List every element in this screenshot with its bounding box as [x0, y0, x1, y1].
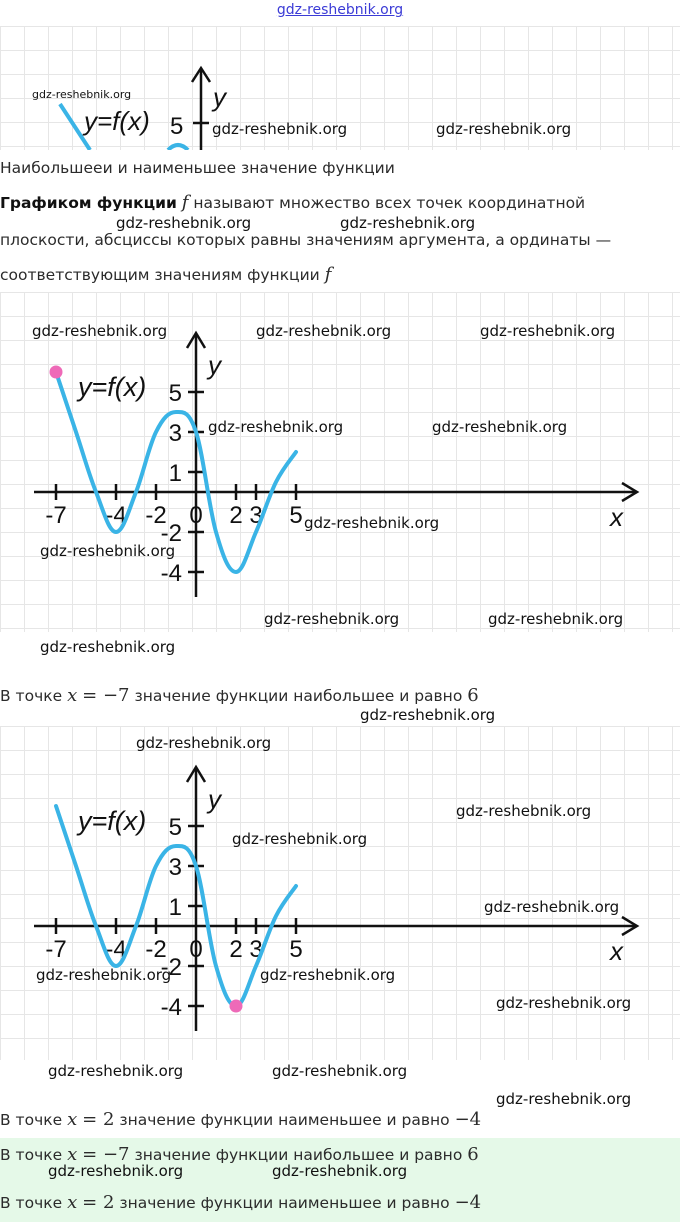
function-label: y=f(x) [78, 372, 147, 402]
statement-prefix: В точке [0, 1111, 63, 1129]
y-tick-label: 3 [168, 854, 182, 881]
statement-text: значение функции наибольшее и равно [134, 687, 463, 705]
x-tick-label: -7 [45, 502, 67, 529]
x-tick-label: -4 [105, 502, 127, 529]
x-tick-label: 5 [289, 502, 303, 529]
watermark: gdz-reshebnik.org [436, 120, 572, 138]
statement-min [0, 1110, 481, 1130]
x-tick-label: 2 [229, 502, 243, 529]
x-tick-label: 5 [289, 936, 303, 963]
answer-eq: = −7 [82, 1144, 130, 1165]
x-tick-label: -7 [45, 936, 67, 963]
statement-prefix: В точке [0, 687, 63, 705]
watermark: gdz-reshebnik.org [496, 1090, 632, 1108]
graph-max [0, 292, 680, 632]
watermark: gdz-reshebnik.org [40, 542, 176, 560]
x-tick-label: 0 [189, 502, 203, 529]
watermark: gdz-reshebnik.org [272, 1162, 408, 1180]
statement-x: x [67, 1109, 78, 1130]
y-tick-label: 3 [168, 420, 182, 447]
x-tick-label: -2 [145, 502, 167, 529]
watermark: gdz-reshebnik.org [32, 88, 132, 101]
statement-value: −4 [454, 1109, 482, 1130]
watermark: gdz-reshebnik.org [256, 322, 392, 340]
definition-var-end: f [324, 264, 332, 285]
x-tick-label: 0 [189, 936, 203, 963]
x-axis-label: x [610, 936, 623, 966]
answer-x: x [67, 1144, 78, 1165]
x-tick-label: -2 [145, 936, 167, 963]
definition-line-2: плоскости, абсциссы которых равны значениям аргумента, а ординаты — [0, 231, 612, 249]
watermark: gdz-reshebnik.org [36, 966, 172, 984]
x-axis-label: x [610, 502, 623, 532]
watermark: gdz-reshebnik.org [496, 994, 632, 1012]
watermark: gdz-reshebnik.org [456, 802, 592, 820]
answer-min [0, 1193, 481, 1213]
watermark: gdz-reshebnik.org [116, 214, 252, 232]
watermark: gdz-reshebnik.org [208, 418, 344, 436]
x-tick-label: 3 [249, 936, 263, 963]
y-tick-label: 5 [168, 380, 182, 407]
definition-var: f [181, 192, 189, 213]
watermark: gdz-reshebnik.org [304, 514, 440, 532]
watermark: gdz-reshebnik.org [360, 706, 496, 724]
statement-eq: = 2 [82, 1109, 115, 1130]
y-tick-label: -4 [160, 994, 182, 1021]
x-tick-label: 2 [229, 936, 243, 963]
watermark: gdz-reshebnik.org [48, 1062, 184, 1080]
definition-bold: Графиком функции [0, 194, 177, 212]
answer-value: −4 [454, 1192, 482, 1213]
y-axis-label: y [208, 784, 221, 814]
watermark: gdz-reshebnik.org [40, 638, 176, 656]
watermark: gdz-reshebnik.org [480, 322, 616, 340]
answer-eq: = 2 [82, 1192, 115, 1213]
watermark: gdz-reshebnik.org [32, 322, 168, 340]
top-y-tick-5: 5 [170, 113, 184, 140]
graph-max-svg [0, 292, 680, 632]
definition-line-1 [0, 193, 585, 213]
y-tick-label: 5 [168, 814, 182, 841]
watermark: gdz-reshebnik.org [232, 830, 368, 848]
answer-text: значение функции наибольшее и равно [134, 1146, 463, 1164]
definition-line-3 [0, 265, 331, 285]
y-tick-label: -4 [160, 560, 182, 587]
answer-prefix: В точке [0, 1146, 63, 1164]
statement-value: 6 [467, 685, 479, 706]
top-function-label: y=f(x) [84, 106, 150, 136]
watermark: gdz-reshebnik.org [264, 610, 400, 628]
watermark: gdz-reshebnik.org [488, 610, 624, 628]
top-y-axis-label: y [213, 82, 226, 112]
definition-line3-text: соответствующим значениям функции [0, 266, 320, 284]
answer-text: значение функции наименьшее и равно [119, 1194, 450, 1212]
watermark: gdz-reshebnik.org [340, 214, 476, 232]
answer-x: x [67, 1192, 78, 1213]
section-title: Наибольшееи и наименьшее значение функции [0, 159, 395, 177]
y-tick-label: -2 [160, 520, 182, 547]
watermark: gdz-reshebnik.org [432, 418, 568, 436]
answer-prefix: В точке [0, 1194, 63, 1212]
watermark: gdz-reshebnik.org [48, 1162, 184, 1180]
x-tick-label: -4 [105, 936, 127, 963]
statement-max [0, 686, 479, 706]
min-point [230, 1000, 243, 1013]
top-y-axis [192, 68, 210, 150]
watermark: gdz-reshebnik.org [212, 120, 348, 138]
statement-x: x [67, 685, 78, 706]
watermark: gdz-reshebnik.org [272, 1062, 408, 1080]
top-curve-hump [168, 145, 188, 150]
watermark: gdz-reshebnik.org [260, 966, 396, 984]
x-tick-label: 3 [249, 502, 263, 529]
site-link[interactable]: gdz-reshebnik.org [276, 2, 404, 18]
y-tick-label: 1 [168, 894, 182, 921]
y-tick-label: 1 [168, 460, 182, 487]
statement-eq: = −7 [82, 685, 130, 706]
y-tick-label: -2 [160, 954, 182, 981]
statement-text: значение функции наименьшее и равно [119, 1111, 450, 1129]
function-label: y=f(x) [78, 806, 147, 836]
definition-line1-rest: называют множество всех точек координатной [193, 194, 586, 212]
watermark: gdz-reshebnik.org [484, 898, 620, 916]
watermark: gdz-reshebnik.org [136, 734, 272, 752]
answer-value: 6 [467, 1144, 479, 1165]
y-axis-label: y [208, 350, 221, 380]
max-point [50, 366, 63, 379]
